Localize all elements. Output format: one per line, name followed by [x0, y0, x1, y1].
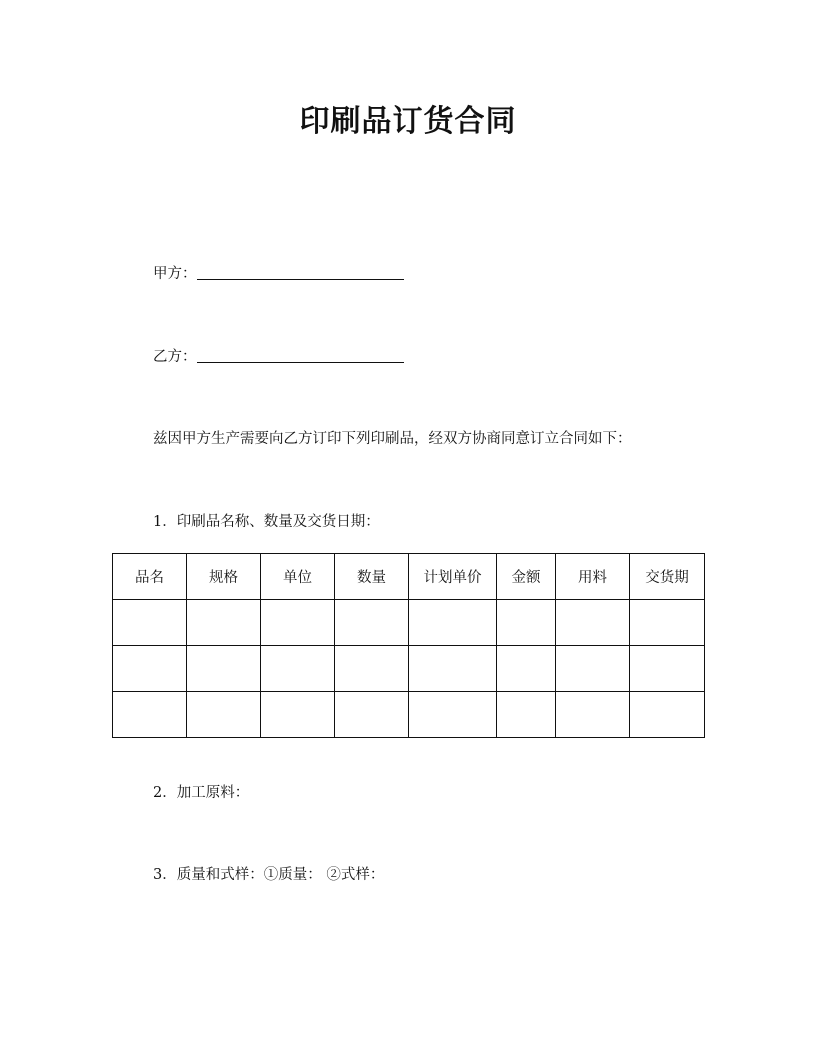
header-cell-material: 用料	[556, 554, 630, 600]
intro-paragraph: 兹因甲方生产需要向乙方订印下列印刷品，经双方协商同意订立合同如下：	[153, 431, 632, 447]
table-cell	[113, 600, 187, 646]
table-cell	[630, 600, 705, 646]
table-cell	[335, 692, 409, 738]
table-cell	[113, 646, 187, 692]
table-cell	[261, 600, 335, 646]
table-cell	[187, 646, 261, 692]
table-header-row	[113, 554, 705, 600]
party-a-blank	[197, 263, 404, 280]
table-cell	[497, 646, 556, 692]
table-cell	[113, 692, 187, 738]
table-cell	[497, 600, 556, 646]
table-cell	[556, 600, 630, 646]
section-2-heading: 2．加工原料：	[153, 785, 250, 801]
table-cell	[261, 692, 335, 738]
header-cell-spec: 规格	[187, 554, 261, 600]
party-a-line	[153, 263, 404, 284]
party-a-label: 甲方：	[153, 266, 197, 282]
document-title: 印刷品订货合同	[299, 104, 517, 139]
table-cell	[335, 646, 409, 692]
party-b-line	[153, 346, 404, 367]
table-cell	[630, 692, 705, 738]
table-cell	[556, 646, 630, 692]
party-b-blank	[197, 346, 404, 363]
header-cell-unit: 单位	[261, 554, 335, 600]
section-1-heading: 1．印刷品名称、数量及交货日期：	[153, 514, 380, 530]
header-cell-amount: 金额	[497, 554, 556, 600]
table-cell	[187, 692, 261, 738]
table-row	[113, 692, 705, 738]
header-cell-delivery: 交货期	[630, 554, 705, 600]
table-cell	[556, 692, 630, 738]
header-cell-quantity: 数量	[335, 554, 409, 600]
table-cell	[409, 646, 497, 692]
table-cell	[409, 600, 497, 646]
section-3-heading: 3．质量和式样：①质量： ②式样：	[153, 867, 385, 883]
table-cell	[497, 692, 556, 738]
table-cell	[187, 600, 261, 646]
table-cell	[335, 600, 409, 646]
table-cell	[261, 646, 335, 692]
order-table	[112, 553, 705, 738]
party-b-label: 乙方：	[153, 349, 197, 365]
header-cell-unit-price: 计划单价	[409, 554, 497, 600]
table-row	[113, 646, 705, 692]
table-row	[113, 600, 705, 646]
table-cell	[409, 692, 497, 738]
header-cell-name: 品名	[113, 554, 187, 600]
table-cell	[630, 646, 705, 692]
